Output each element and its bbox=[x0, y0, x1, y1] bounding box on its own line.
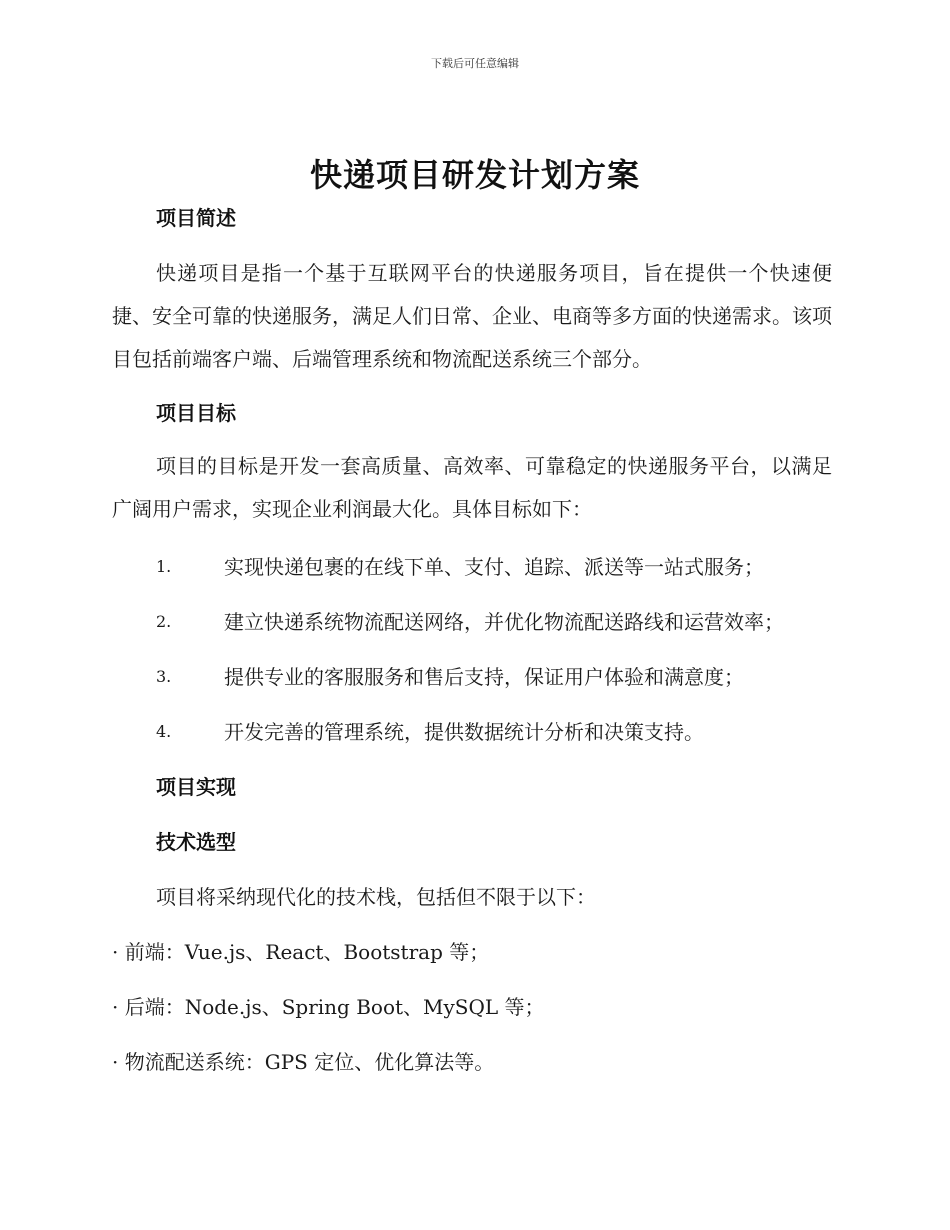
list-item bbox=[112, 714, 832, 750]
section-heading-overview: 项目简述 bbox=[156, 206, 236, 230]
tech-intro: 项目将采纳现代化的技术栈，包括但不限于以下： bbox=[156, 885, 596, 909]
list-text: 提供专业的客服服务和售后支持，保证用户体验和满意度； bbox=[224, 665, 744, 689]
list-item bbox=[112, 659, 832, 695]
section-heading-goals: 项目目标 bbox=[156, 401, 236, 425]
list-item bbox=[112, 604, 832, 640]
list-number: 1. bbox=[156, 557, 172, 576]
document-body bbox=[112, 200, 832, 1080]
tech-bullet-frontend: · 前端：Vue.js、React、Bootstrap 等； bbox=[112, 940, 490, 964]
list-number: 2. bbox=[156, 612, 172, 631]
list-text: 开发完善的管理系统，提供数据统计分析和决策支持。 bbox=[224, 720, 704, 744]
list-item bbox=[112, 549, 832, 585]
section-heading-tech: 技术选型 bbox=[156, 830, 236, 854]
goals-paragraph: 项目的目标是开发一套高质量、高效率、可靠稳定的快递服务平台，以满足广阔用户需求，实现企业利润最大化。具体目标如下： bbox=[112, 454, 832, 521]
list-text: 建立快递系统物流配送网络，并优化物流配送路线和运营效率； bbox=[224, 610, 784, 634]
overview-paragraph: 快递项目是指一个基于互联网平台的快递服务项目，旨在提供一个快速便捷、安全可靠的快递服务，满足人们日常、企业、电商等多方面的快递需求。该项目包括前端客户端、后端管理系统和物流配送系统三个部分。 bbox=[112, 261, 832, 371]
section-heading-implementation: 项目实现 bbox=[156, 775, 236, 799]
tech-bullet-backend: · 后端：Node.js、Spring Boot、MySQL 等； bbox=[112, 995, 545, 1019]
list-number: 3. bbox=[156, 667, 172, 686]
tech-bullet-logistics: · 物流配送系统：GPS 定位、优化算法等。 bbox=[112, 1050, 495, 1074]
document-title: 快递项目研发计划方案 bbox=[309, 156, 640, 194]
list-text: 实现快递包裹的在线下单、支付、追踪、派送等一站式服务； bbox=[224, 555, 764, 579]
goals-list bbox=[112, 549, 832, 750]
page-header-note: 下载后可任意编辑 bbox=[431, 57, 519, 70]
list-number: 4. bbox=[156, 722, 172, 741]
